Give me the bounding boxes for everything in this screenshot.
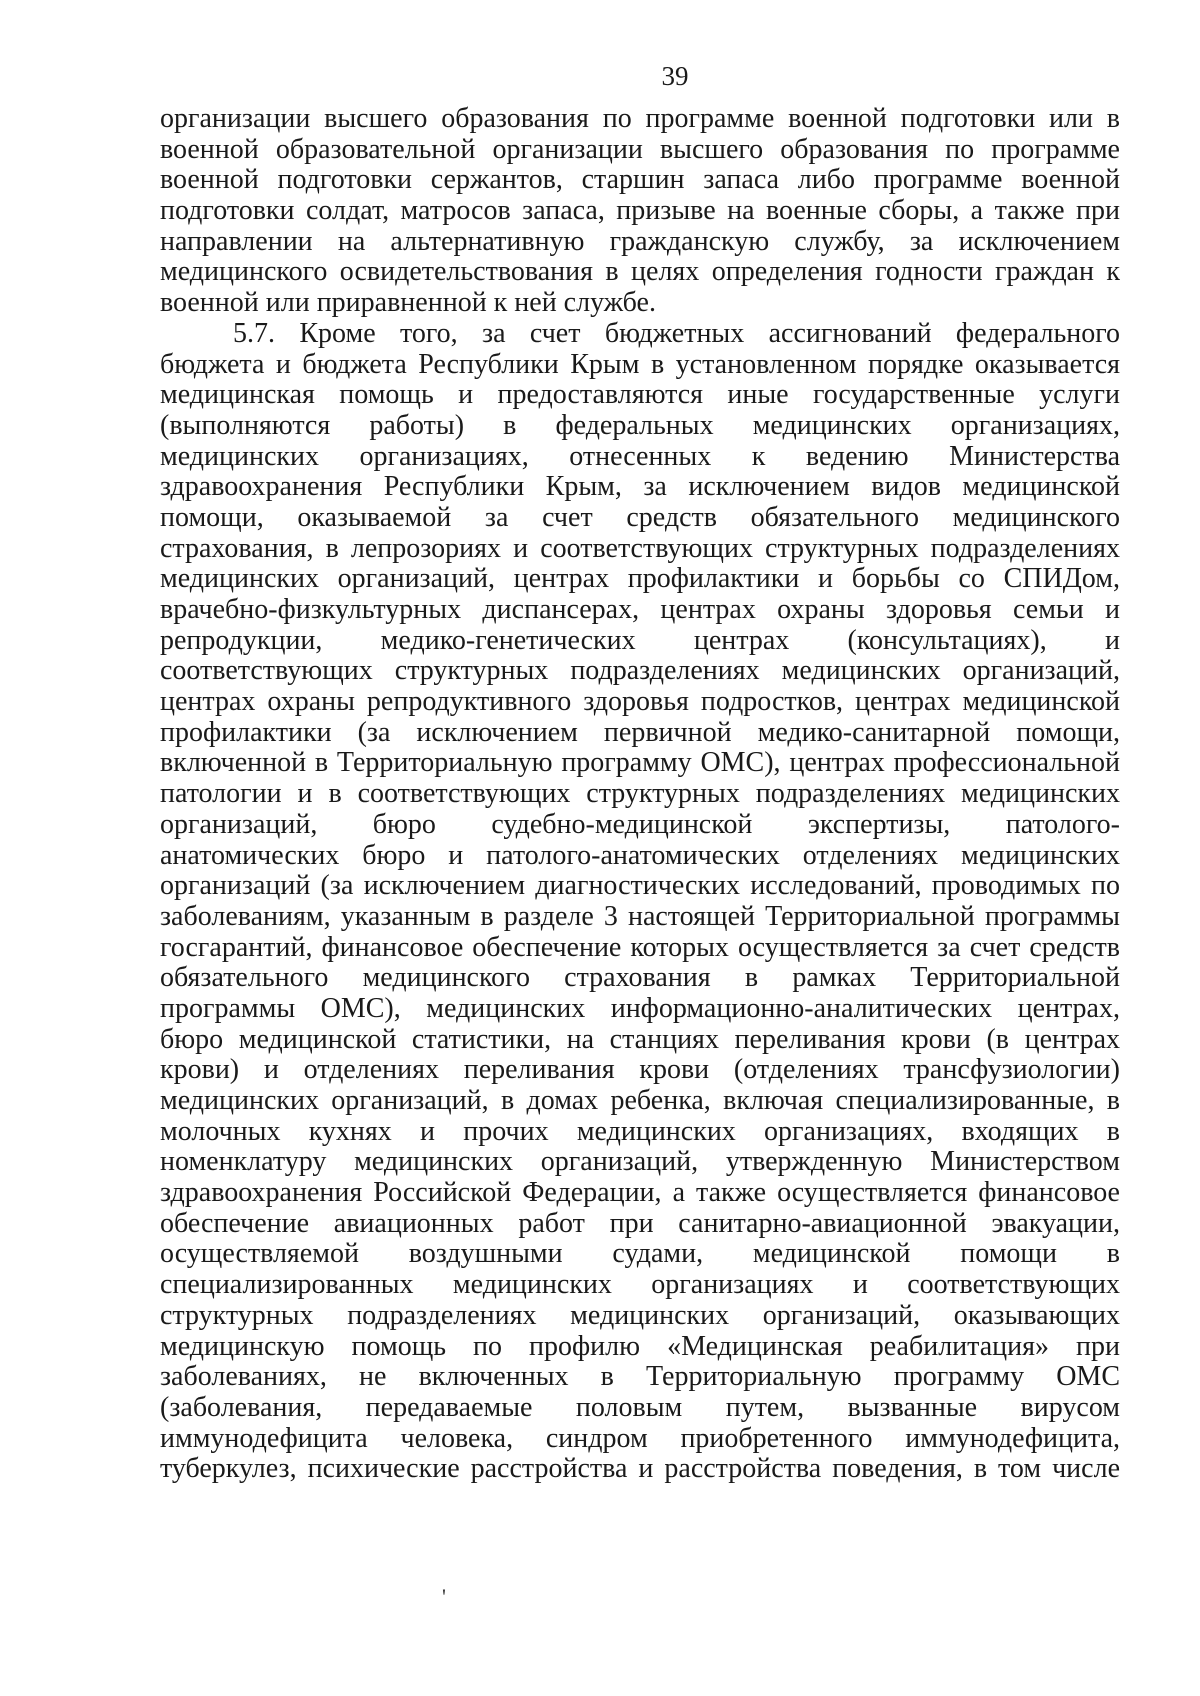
text-line: иммунодефицита человека, синдром приобретенного иммунодефицита, — [160, 1422, 1120, 1454]
text-line: медицинского освидетельствования в целях определения годности граждан к — [160, 256, 1120, 288]
text-line: подготовки солдат, матросов запаса, призыве на военные сборы, а также при — [160, 195, 1120, 227]
text-line: страхования, в лепрозориях и соответствующих структурных подразделениях — [160, 532, 1120, 564]
text-line: организаций (за исключением диагностических исследований, проводимых по — [160, 870, 1120, 902]
text-line: медицинская помощь и предоставляются иные государственные услуги — [160, 379, 1120, 411]
text-line: организации высшего образования по программе военной подготовки или в — [160, 103, 1120, 134]
text-line: туберкулез, психические расстройства и расстройства поведения, в том числе — [160, 1453, 1120, 1485]
text-line: здравоохранения Российской Федерации, а также осуществляется финансовое — [160, 1177, 1120, 1209]
text-line: специализированных медицинских организациях и соответствующих — [160, 1269, 1120, 1301]
text-line: программы ОМС), медицинских информационно-аналитических центрах, — [160, 992, 1120, 1024]
text-line: медицинских организациях, отнесенных к ведению Министерства — [160, 440, 1120, 472]
text-line: бюджета и бюджета Республики Крым в установленном порядке оказывается — [160, 348, 1120, 380]
text-line: медицинских организаций, центрах профилактики и борьбы со СПИДом, — [160, 563, 1120, 595]
text-line: медицинскую помощь по профилю «Медицинская реабилитация» при — [160, 1330, 1120, 1362]
text-line: здравоохранения Республики Крым, за исключением видов медицинской — [160, 471, 1120, 503]
text-line: (выполняются работы) в федеральных медицинских организациях, — [160, 409, 1120, 441]
text-line: врачебно-физкультурных диспансерах, центрах охраны здоровья семьи и — [160, 594, 1120, 625]
text-line: патологии и в соответствующих структурных подразделениях медицинских — [160, 778, 1120, 810]
text-line: направлении на альтернативную гражданскую службу, за исключением — [160, 225, 1120, 257]
stray-mark: ' — [442, 1584, 446, 1609]
text-line: заболеваниям, указанным в разделе 3 настоящей Территориальной программы — [160, 900, 1120, 932]
text-line: (заболевания, передаваемые половым путем, вызванные вирусом — [160, 1391, 1120, 1423]
text-line: организаций, бюро судебно-медицинской экспертизы, патолого- — [160, 808, 1120, 840]
text-line: обязательного медицинского страхования в рамках Территориальной — [160, 962, 1120, 994]
text-line: структурных подразделениях медицинских организаций, оказывающих — [160, 1299, 1120, 1331]
text-line: военной подготовки сержантов, старшин запаса либо программе военной — [160, 164, 1120, 196]
text-line: репродукции, медико-генетических центрах (консультациях), и — [160, 624, 1120, 656]
text-line: помощи, оказываемой за счет средств обязательного медицинского — [160, 501, 1120, 533]
text-line: бюро медицинской статистики, на станциях переливания крови (в центрах — [160, 1023, 1120, 1055]
text-line: осуществляемой воздушными судами, медицинской помощи в — [160, 1238, 1120, 1270]
text-line: заболеваниях, не включенных в Территориальную программу ОМС — [160, 1361, 1120, 1393]
text-line: госгарантий, финансовое обеспечение которых осуществляется за счет средств — [160, 931, 1120, 963]
text-line: профилактики (за исключением первичной медико-санитарной помощи, — [160, 716, 1120, 748]
page-number: 39 — [661, 61, 689, 91]
text-line: крови) и отделениях переливания крови (отделениях трансфузиологии) — [160, 1054, 1120, 1086]
text-line: анатомических бюро и патолого-анатомических отделениях медицинских — [160, 839, 1120, 871]
text-line: военной или приравненной к ней службе. — [160, 287, 656, 319]
text-line: военной образовательной организации высшего образования по программе — [160, 133, 1120, 165]
text-line: обеспечение авиационных работ при санитарно-авиационной эвакуации, — [160, 1207, 1120, 1239]
text-line: центрах охраны репродуктивного здоровья подростков, центрах медицинской — [160, 686, 1120, 718]
text-line: молочных кухнях и прочих медицинских организациях, входящих в — [160, 1115, 1120, 1147]
body-text — [160, 104, 1120, 1485]
paragraph-start-line: 5.7. Кроме того, за счет бюджетных ассигнований федерального — [233, 317, 1120, 349]
text-line: медицинских организаций, в домах ребенка, включая специализированные, в — [160, 1085, 1120, 1116]
text-line: соответствующих структурных подразделениях медицинских организаций, — [160, 655, 1120, 687]
text-line: номенклатуру медицинских организаций, утвержденную Министерством — [160, 1146, 1120, 1178]
text-line: включенной в Территориальную программу ОМС), центрах профессиональной — [160, 747, 1120, 779]
